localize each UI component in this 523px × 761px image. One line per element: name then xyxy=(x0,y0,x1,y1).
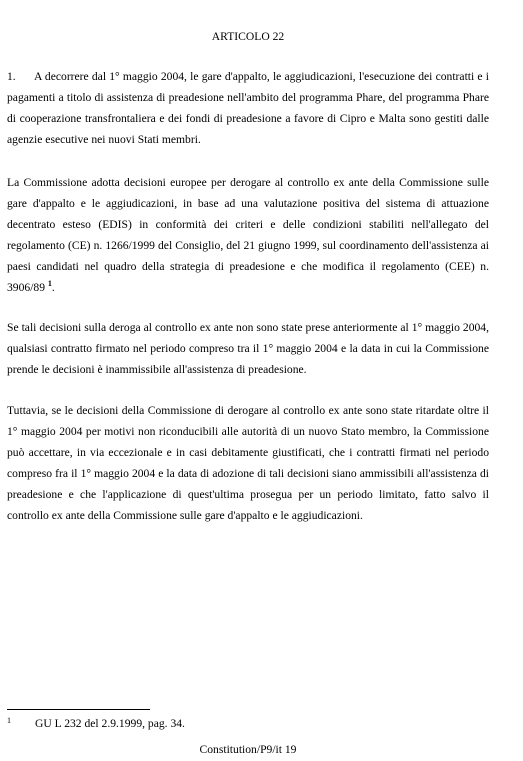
paragraph-3 xyxy=(7,317,489,380)
article-title: ARTICOLO 22 xyxy=(211,30,285,43)
footnote: 1 GU L 232 del 2.9.1999, pag. 34. xyxy=(7,716,185,730)
paragraph-4 xyxy=(7,400,489,526)
page-footer: Constitution/P9/it 19 xyxy=(199,743,297,756)
paragraph-1-text: A decorrere dal 1° maggio 2004, le gare d'appalto, le aggiudicazioni, l'esecuzione dei contratti e i pagamenti a titolo di assistenza di preadesione nell'ambito del programma Phare, del programma Phare di cooperazione transfrontaliera e dei fondi di preadesione a favore di Cipro e Malta sono gestiti dalle agenzie esecutive nei nuovi Stati membri. xyxy=(7,70,489,146)
paragraph-2 xyxy=(7,172,489,298)
paragraph-2-end: . xyxy=(51,281,55,294)
footnote-text: GU L 232 del 2.9.1999, pag. 34. xyxy=(35,717,185,730)
paragraph-2-text: La Commissione adotta decisioni europee per derogare al controllo ex ante della Commissione sulle gare d'appalto e le aggiudicazioni, in base ad una valutazione positiva del sistema di attuazione decentrato esteso (EDIS) in conformità dei criteri e delle condizioni stabiliti nell'allegato del regolamento (CE) n. 1266/1999 del Consiglio, del 21 giugno 1999, sul coordinamento dell'assistenza ai paesi candidati nel quadro della strategia di preadesione e che modifica il regolamento (CEE) n. 3906/89 xyxy=(7,176,489,294)
paragraph-1 xyxy=(7,66,489,150)
paragraph-number: 1. xyxy=(7,70,16,83)
footnote-reference[interactable]: 1 xyxy=(47,279,52,288)
paragraph-3-text: Se tali decisioni sulla deroga al controllo ex ante non sono state prese anteriormente al 1° maggio 2004, qualsiasi contratto firmato nel periodo compreso tra il 1° maggio 2004 e la data in cui la Commissione prende le decisioni è inammissibile all'assistenza di preadesione. xyxy=(7,321,489,376)
footnote-separator xyxy=(7,709,150,710)
paragraph-4-text: Tuttavia, se le decisioni della Commissione di derogare al controllo ex ante sono state ritardate oltre il 1° maggio 2004 per motivi non riconducibili alle autorità di un nuovo Stato membro, la Commissione può accettare, in via eccezionale e in casi debitamente giustificati, che i contratti firmati nel periodo compreso fra il 1° maggio 2004 e la data di adozione di tali decisioni siano ammissibili all'assistenza di preadesione e che l'applicazione di quest'ultima prosegua per un periodo limitato, fatto salvo il controllo ex ante della Commissione sulle gare d'appalto e le aggiudicazioni. xyxy=(7,404,489,522)
